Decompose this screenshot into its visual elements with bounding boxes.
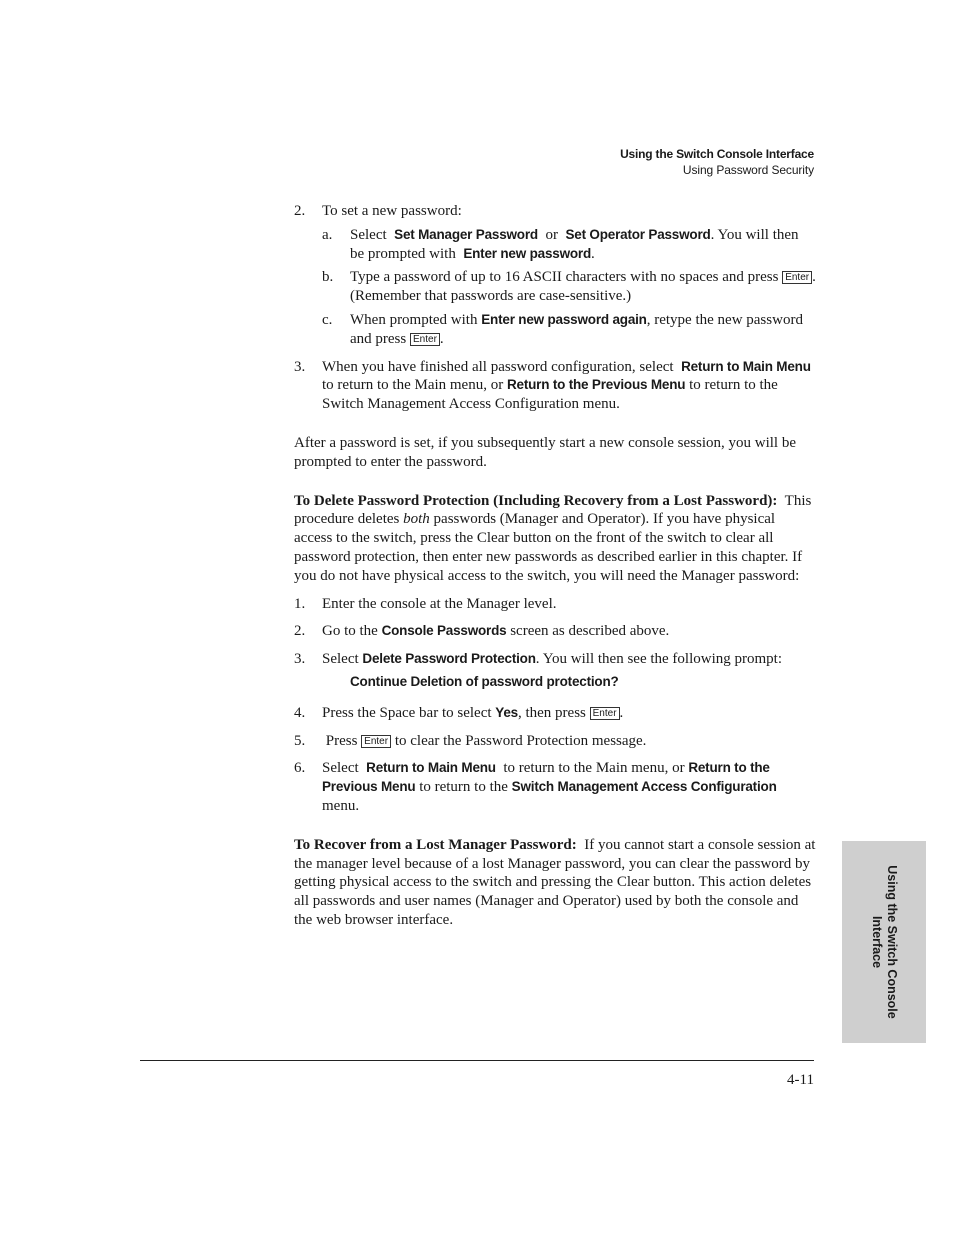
text: When prompted with bbox=[350, 311, 478, 328]
delete-step-1 bbox=[294, 595, 816, 614]
enter-key-icon: Enter bbox=[361, 735, 391, 748]
enter-key-icon: Enter bbox=[410, 333, 440, 346]
text: to return to the bbox=[419, 779, 508, 796]
recover-section bbox=[294, 836, 816, 930]
text: screen as described above. bbox=[510, 623, 670, 640]
chapter-thumb-tab-label: Using the Switch Console Interface bbox=[870, 865, 899, 1019]
substep-letter: b. bbox=[322, 269, 334, 286]
text: Select bbox=[322, 651, 359, 668]
ui-console-passwords: Console Passwords bbox=[381, 623, 507, 639]
section-heading-delete: To Delete Password Protection (Including Recovery from a Lost Password): bbox=[294, 492, 778, 509]
text: . bbox=[439, 330, 444, 347]
delete-section-intro bbox=[294, 492, 816, 586]
substep-c bbox=[322, 311, 816, 349]
ui-return-to-previous-menu: Return to the Previous Menu bbox=[322, 760, 770, 795]
text: passwords (Manager and Operator). If you have physical access to the switch, press the Clear button on the front of the switch to clear all password protection, then enter new passwords as described earlier in this chapter. If you do not have physical access to the switch, you will need the Manager password: bbox=[294, 511, 803, 584]
step-number: 5. bbox=[294, 732, 306, 749]
text: Select bbox=[322, 760, 359, 777]
text: . (Remember that passwords are case-sensitive.) bbox=[350, 269, 816, 305]
substep-a bbox=[322, 226, 816, 264]
text: Press the Space bar to select bbox=[322, 704, 492, 721]
text: Select bbox=[350, 226, 387, 243]
delete-step-4 bbox=[294, 704, 816, 723]
ui-enter-new-password-again: Enter new password again bbox=[481, 311, 647, 327]
substeps bbox=[322, 226, 816, 349]
ui-set-operator-password: Set Operator Password bbox=[565, 226, 711, 242]
substep-b bbox=[322, 268, 816, 306]
running-header-chapter: Using the Switch Console Interface bbox=[620, 147, 814, 161]
section-heading-recover: To Recover from a Lost Manager Password: bbox=[294, 836, 577, 853]
running-header-section: Using Password Security bbox=[682, 163, 814, 177]
ui-switch-management-access-configuration: Switch Management Access Configuration bbox=[511, 779, 777, 795]
step-text: To set a new password: bbox=[322, 203, 462, 219]
enter-key-icon: Enter bbox=[782, 271, 812, 284]
delete-step-2 bbox=[294, 622, 816, 641]
enter-key-icon: Enter bbox=[590, 707, 620, 720]
text: . bbox=[591, 245, 595, 262]
page-number: 4-11 bbox=[787, 1072, 814, 1088]
ui-return-to-main-menu: Return to Main Menu bbox=[366, 760, 496, 776]
ui-enter-new-password: Enter new password bbox=[463, 245, 592, 261]
substep-letter: c. bbox=[322, 311, 333, 328]
text: Press bbox=[325, 732, 358, 749]
text: or bbox=[545, 226, 558, 243]
text: . You will then be prompted with bbox=[350, 226, 799, 262]
step-number: 3. bbox=[294, 651, 306, 668]
text: , retype the new password and press bbox=[350, 311, 803, 347]
substep-letter: a. bbox=[322, 226, 333, 243]
paragraph-after-password-set: After a password is set, if you subsequently start a new console session, you will be prompted to enter the password. bbox=[294, 434, 796, 470]
text: . bbox=[619, 704, 624, 721]
chapter-thumb-tab bbox=[842, 841, 926, 1043]
ui-return-to-previous-menu: Return to the Previous Menu bbox=[506, 377, 686, 393]
step-number: 4. bbox=[294, 704, 306, 721]
text: Type a password of up to 16 ASCII characters with no spaces and press bbox=[350, 269, 779, 286]
step-number: 6. bbox=[294, 760, 306, 777]
text: This procedure deletes bbox=[294, 492, 812, 528]
ui-set-manager-password: Set Manager Password bbox=[394, 226, 538, 242]
text: When you have finished all password configuration, select bbox=[322, 358, 674, 375]
step-number: 3. bbox=[294, 358, 306, 375]
step-return-menu bbox=[294, 358, 816, 414]
delete-step-3 bbox=[294, 650, 816, 669]
page-body bbox=[294, 202, 816, 930]
text: Enter the console at the Manager level. bbox=[322, 595, 557, 612]
step-number: 1. bbox=[294, 595, 306, 612]
footer-divider bbox=[140, 1060, 814, 1061]
text: menu. bbox=[322, 797, 360, 814]
step-number: 2. bbox=[294, 623, 306, 640]
step-set-password bbox=[294, 202, 816, 349]
delete-steps bbox=[294, 595, 816, 816]
text: to clear the Password Protection message. bbox=[394, 732, 647, 749]
text: , then press bbox=[517, 704, 586, 721]
text: If you cannot start a console session at the manager level because of a lost Manager password, you can clear the password by getting physical access to the switch and pressing the Clear button. This action deletes all passwords and user names (Manager and Operator) used by both the console and the web browser interface. bbox=[294, 836, 816, 928]
text: to return to the Main menu, or bbox=[503, 760, 685, 777]
text: to return to the Switch Management Access Configuration menu. bbox=[322, 377, 778, 413]
text: Go to the bbox=[322, 623, 378, 640]
ui-yes: Yes bbox=[495, 704, 518, 720]
ui-return-to-main-menu: Return to Main Menu bbox=[681, 358, 811, 374]
text: . You will then see the following prompt: bbox=[535, 651, 783, 668]
delete-step-5 bbox=[294, 732, 816, 751]
ui-delete-password-protection: Delete Password Protection bbox=[362, 651, 536, 667]
text: to return to the Main menu, or bbox=[322, 377, 504, 394]
console-prompt-text: Continue Deletion of password protection? bbox=[350, 673, 619, 689]
step-number: 2. bbox=[294, 203, 306, 219]
delete-step-6 bbox=[294, 759, 816, 815]
emphasis: both bbox=[403, 511, 430, 528]
